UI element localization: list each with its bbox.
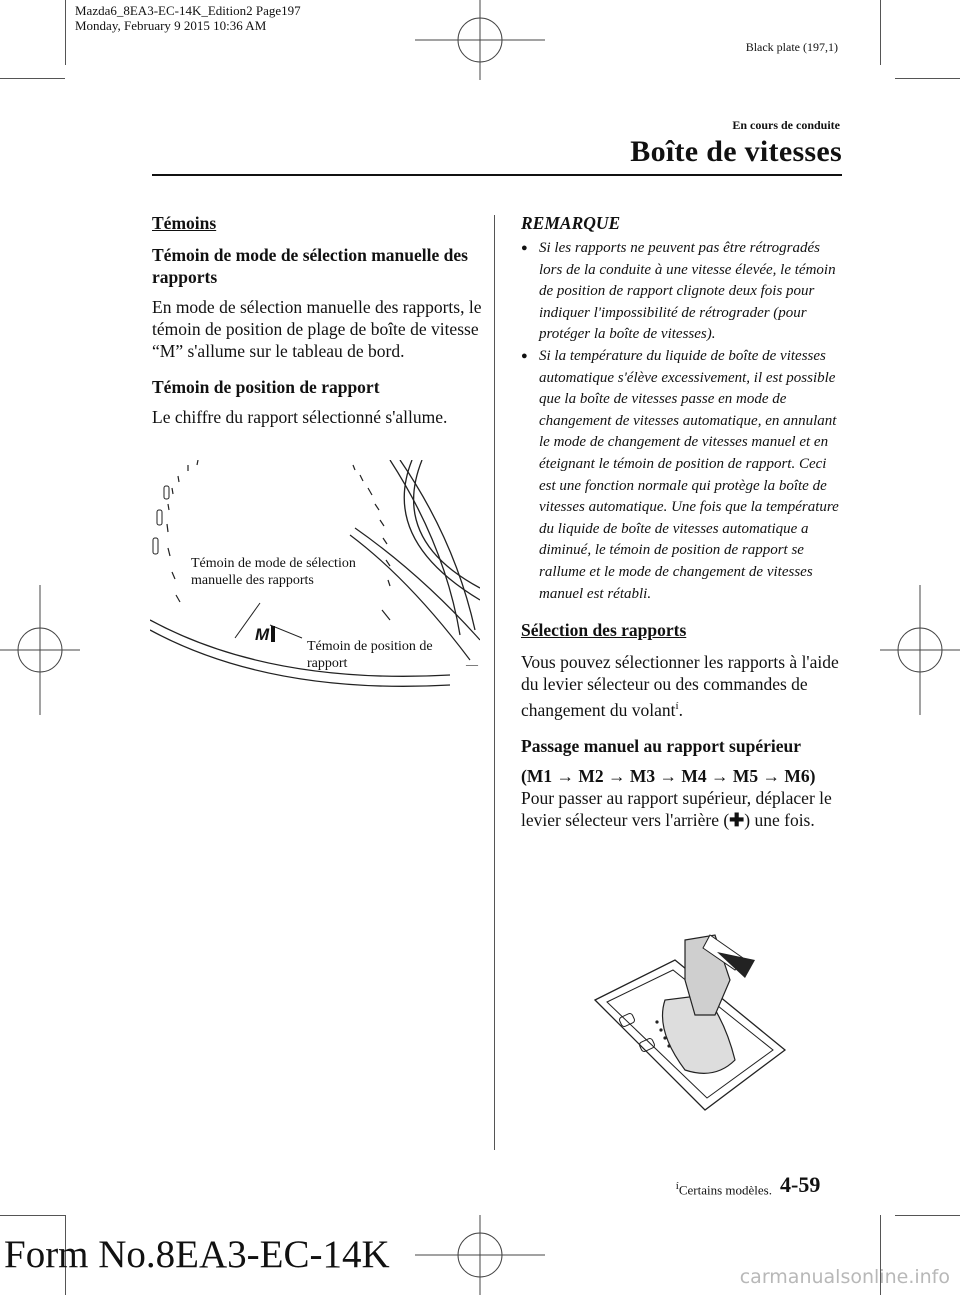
footnote <box>502 1180 772 1198</box>
heading-gear-selection: Sélection des rapports <box>521 620 687 641</box>
form-number: Form No.8EA3-EC-14K <box>4 1233 390 1276</box>
right-column <box>521 212 846 845</box>
plus-icon: ✚ <box>729 809 745 830</box>
paragraph-upshift-text: Pour passer au rapport supérieur, déplacer le levier sélecteur vers l'arrière ( <box>521 787 832 830</box>
callout-gear-position-line1: Témoin de position de <box>307 639 433 654</box>
crop-mark <box>0 78 65 79</box>
subheading-gear-position-indicator: Témoin de position de rapport <box>152 377 380 397</box>
crop-mark <box>895 1215 960 1216</box>
section-title: Boîte de vitesses <box>630 135 842 168</box>
header-rule <box>152 174 842 176</box>
paragraph-upshift <box>521 787 846 831</box>
paragraph-gear-position: Le chiffre du rapport sélectionné s'allume. <box>152 407 448 427</box>
note-title: REMARQUE <box>521 213 621 233</box>
callout-manual-mode-line2: manuelle des rapports <box>191 573 314 588</box>
paragraph-upshift-end: ) une fois. <box>744 809 815 830</box>
watermark: carmanualsonline.info <box>739 1266 950 1288</box>
crop-mark <box>895 78 960 79</box>
manual-mode-letter: M <box>255 625 270 644</box>
callout-gear-position-indicator <box>307 638 433 672</box>
registration-target-right <box>880 585 960 715</box>
paragraph-manual-mode: En mode de sélection manuelle des rapports, le témoin de position de plage de boîte de vitesse “M” s'allume sur le tableau de bord. <box>152 297 482 361</box>
callout-manual-mode-line1: Témoin de mode de sélection <box>191 556 356 571</box>
registration-target-top <box>415 0 545 80</box>
subheading-manual-mode-indicator: Témoin de mode de sélection manuelle des rapports <box>152 245 468 287</box>
callout-manual-mode-indicator <box>191 555 356 589</box>
page-number: 4-59 <box>780 1172 821 1197</box>
note-item <box>521 346 846 605</box>
note-text: Si la température du liquide de boîte de vitesses automatique s'élève excessivement, il est possible que la boîte de vitesses passe en mode de changement de vitesses automatique, en annulant le mode de changement de vitesses manuel et en éteignant le témoin de position de rapport. Ceci est une fonction normale qui protège la boîte de vitesses automatique. Une fois que la température du liquide de boîte de vitesses automatique a diminué, le témoin de position de rapport se rallume et le mode de changement de vitesses manuel est rétabli. <box>539 347 839 602</box>
paragraph-gear-selection <box>521 651 846 721</box>
manual-mode-indicator-glyph <box>255 625 275 645</box>
footnote-text: Certains modèles. <box>678 1182 772 1198</box>
paragraph-gear-selection-text: Vous pouvez sélectionner les rapports à l'aide du levier sélecteur ou des commandes de changement du volant <box>521 652 839 720</box>
note-text: Si les rapports ne peuvent pas être rétrogradés lors de la conduite à une vitesse élevée, le témoin de position de rapport clignote deux fois pour indiquer l'impossibilité de rétrograder (pour protéger la boîte de vitesses). <box>539 240 836 343</box>
crop-mark <box>0 1215 65 1216</box>
left-column <box>152 212 482 442</box>
heading-temoins: Témoins <box>152 213 217 233</box>
gear-position-bar-icon <box>271 626 275 642</box>
subheading-manual-upshift: Passage manuel au rapport supérieur <box>521 735 801 756</box>
section-label: En cours de conduite <box>732 118 840 132</box>
shift-lever-illustration <box>585 920 790 1115</box>
footnote-mark: í <box>675 1180 679 1192</box>
bullet-icon: ● <box>521 349 528 362</box>
note-item <box>521 238 846 346</box>
bullet-icon: ● <box>521 242 528 254</box>
column-divider <box>494 215 495 1150</box>
crop-mark <box>65 0 66 65</box>
note-list <box>521 238 846 605</box>
footnote-mark: í <box>675 700 679 713</box>
paragraph-end: . <box>678 699 683 720</box>
print-meta-line1: Mazda6_8EA3-EC-14K_Edition2 Page197 <box>75 3 301 18</box>
crop-mark <box>880 0 881 65</box>
callout-gear-position-line2: rapport <box>307 656 348 671</box>
upshift-sequence: (M1 → M2 → M3 → M4 → M5 → M6) <box>521 765 816 786</box>
svg-text:—: — <box>466 657 478 671</box>
registration-target-bottom <box>415 1215 545 1295</box>
registration-target-left <box>0 585 80 715</box>
print-meta-line2: Monday, February 9 2015 10:36 AM <box>75 18 267 33</box>
print-metadata <box>75 3 301 33</box>
plate-label: Black plate (197,1) <box>745 40 838 54</box>
